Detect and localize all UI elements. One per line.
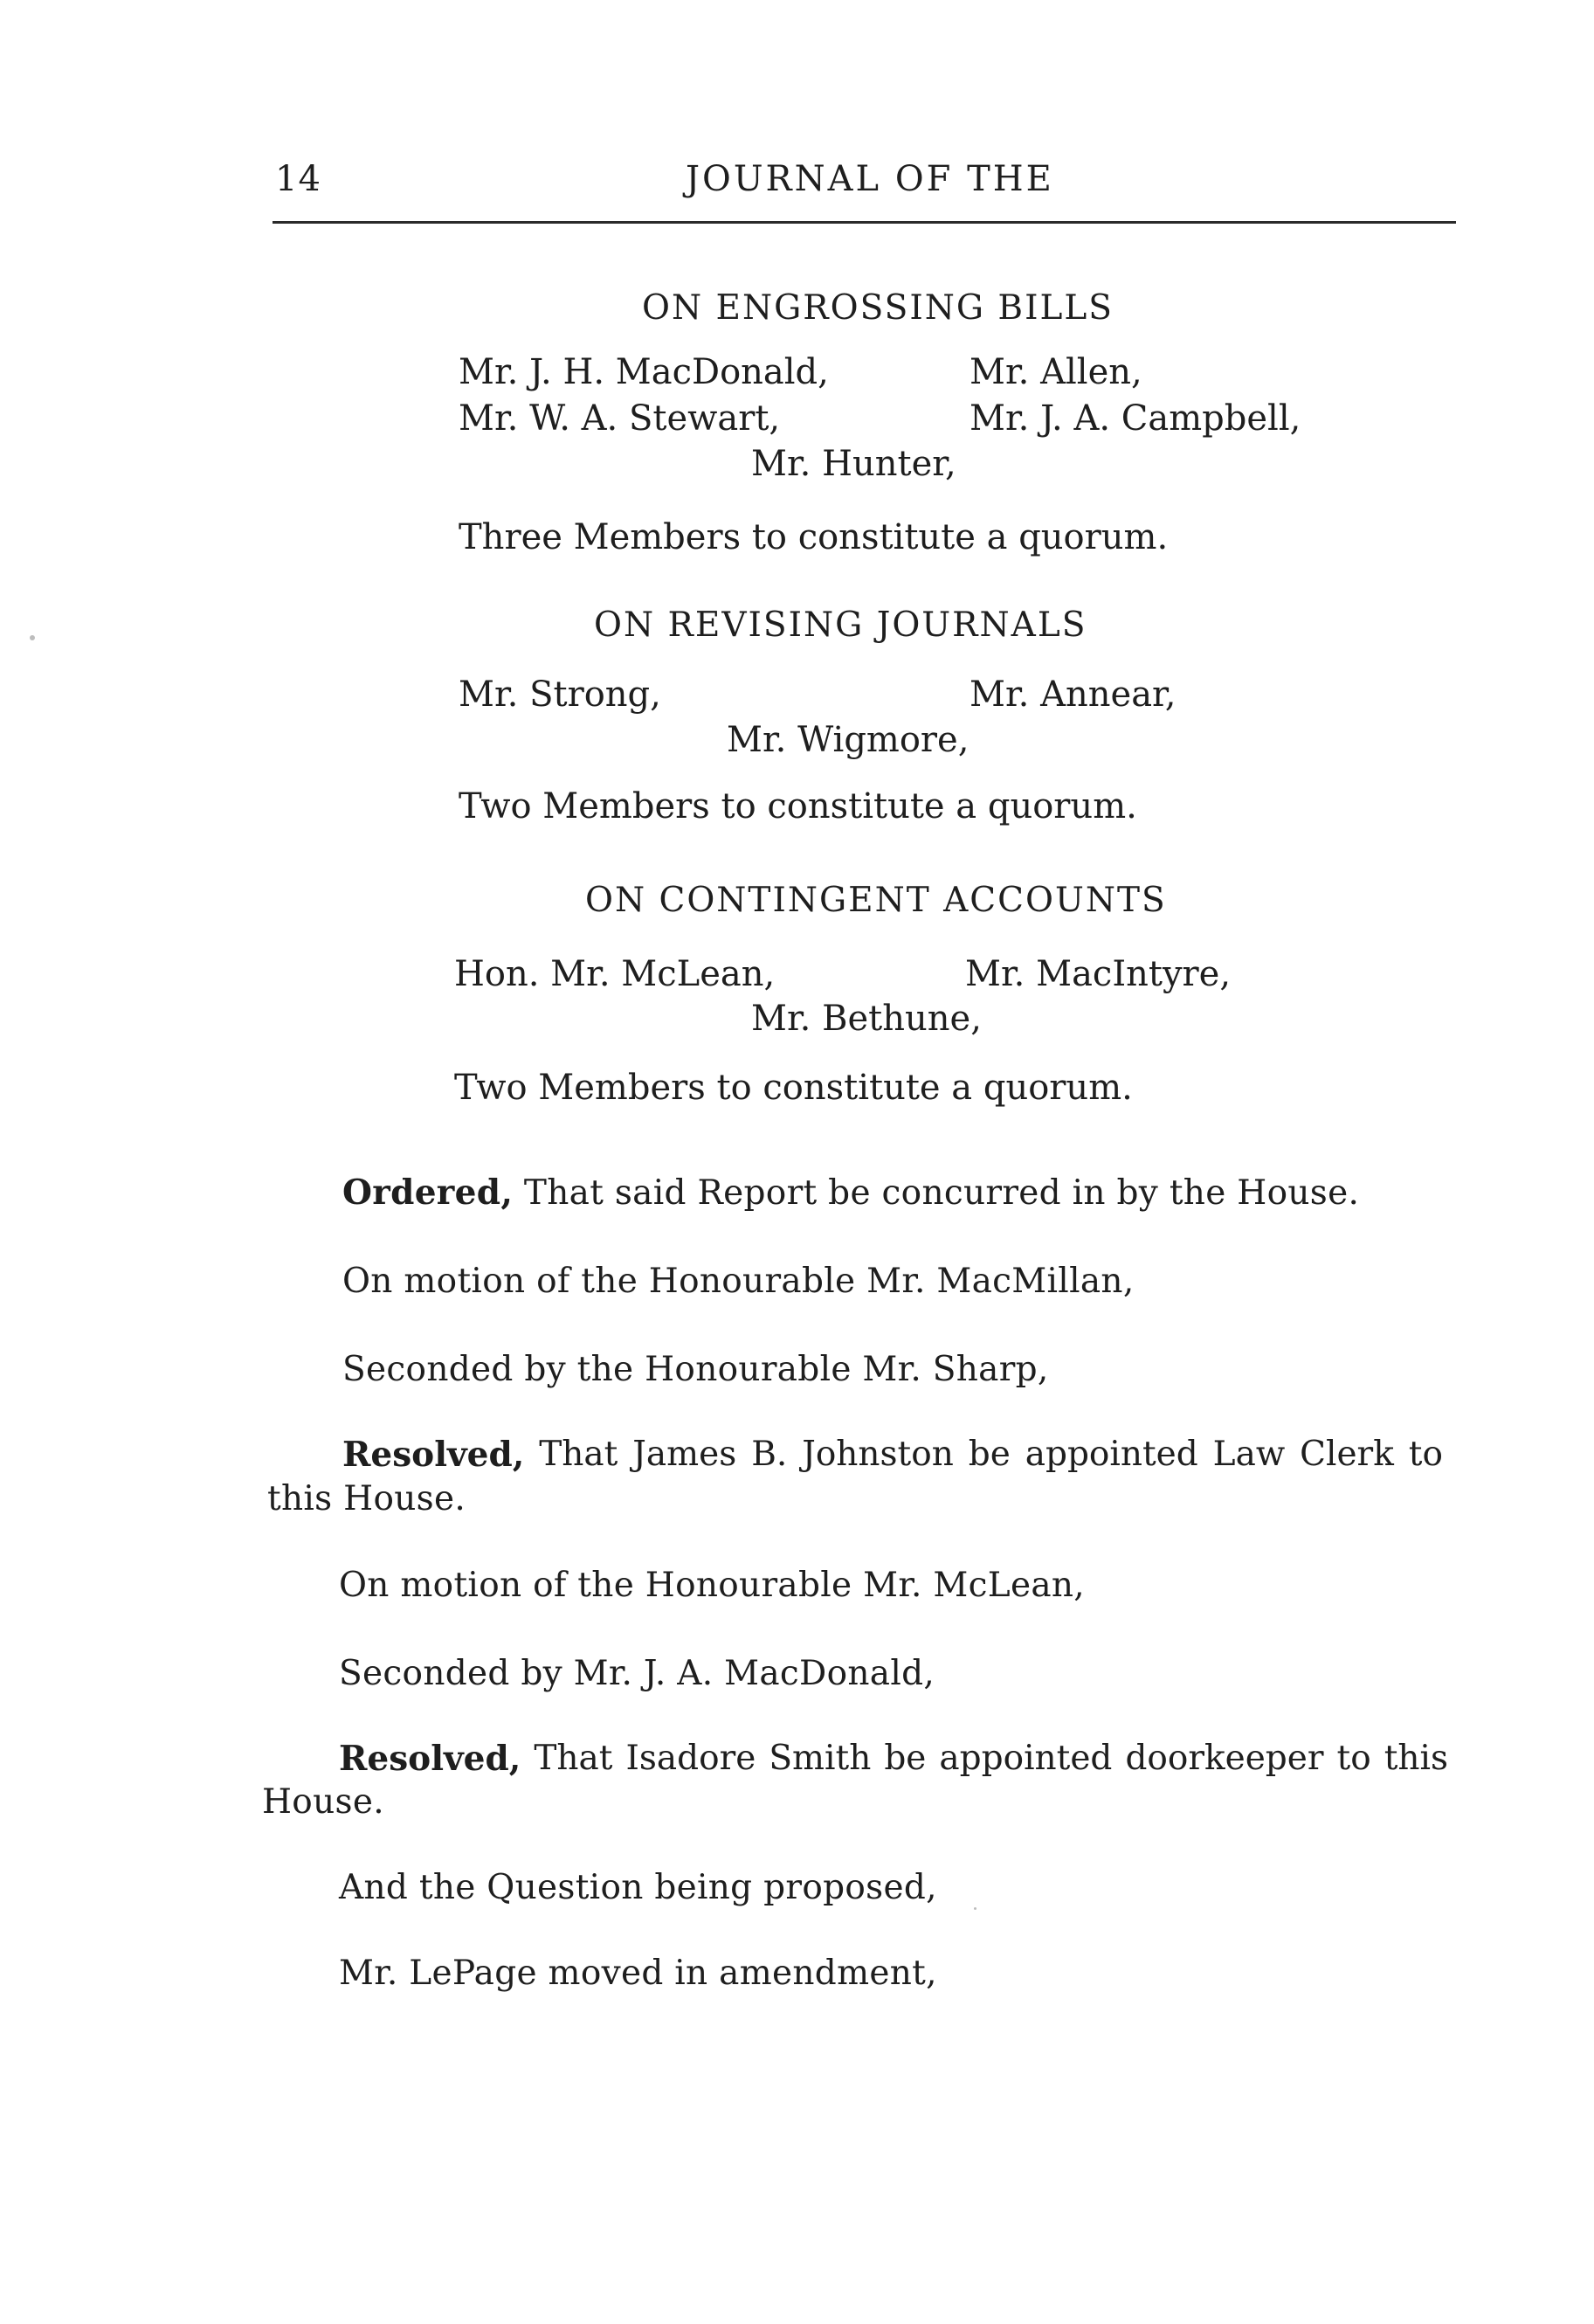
- quorum-note: Two Members to constitute a quorum.: [454, 1068, 1133, 1108]
- motion-line: On motion of the Honourable Mr. McLean,: [339, 1566, 1085, 1605]
- committee-title: ON ENGROSSING BILLS: [642, 288, 1114, 328]
- amendment-line: Mr. LePage moved in amendment,: [339, 1954, 937, 1993]
- seconded-line: Seconded by the Honourable Mr. Sharp,: [342, 1350, 1049, 1389]
- resolved-paragraph-line-1: [342, 1435, 1443, 1475]
- member-name: Mr. J. A. Campbell,: [970, 398, 1301, 439]
- resolved-word: Johnston: [802, 1435, 954, 1474]
- question-line: And the Question being proposed,: [339, 1868, 937, 1907]
- member-name: Mr. W. A. Stewart,: [459, 398, 781, 439]
- resolved-paragraph-line-2: House.: [262, 1782, 384, 1822]
- resolved-word: to: [1336, 1739, 1371, 1778]
- member-name: Mr. Wigmore,: [727, 720, 970, 760]
- page-number: 14: [275, 159, 321, 199]
- resolved-word: Isadore: [625, 1739, 756, 1778]
- scan-speck: [974, 1907, 976, 1910]
- header-rule: [273, 221, 1456, 224]
- resolved-label: Resolved,: [342, 1435, 525, 1475]
- resolved-word: appointed: [1025, 1435, 1198, 1474]
- resolved-paragraph-line-1: [339, 1739, 1448, 1779]
- scan-speck: [30, 635, 35, 640]
- motion-line: On motion of the Honourable Mr. MacMillan,: [342, 1262, 1135, 1301]
- seconded-line: Seconded by Mr. J. A. MacDonald,: [339, 1654, 935, 1693]
- committee-title: ON CONTINGENT ACCOUNTS: [585, 881, 1167, 920]
- quorum-note: Two Members to constitute a quorum.: [459, 786, 1137, 827]
- resolved-label: Resolved,: [339, 1739, 521, 1779]
- ordered-label: Ordered,: [342, 1172, 514, 1213]
- resolved-word: this: [1384, 1739, 1448, 1778]
- member-name: Mr. Bethune,: [751, 999, 982, 1039]
- resolved-word: James: [632, 1435, 737, 1474]
- resolved-word: Clerk: [1300, 1435, 1394, 1474]
- resolved-word: appointed: [939, 1739, 1113, 1778]
- member-name: Mr. J. H. MacDonald,: [459, 352, 829, 392]
- committee-title: ON REVISING JOURNALS: [594, 605, 1087, 645]
- member-name: Mr. Allen,: [970, 352, 1142, 392]
- resolved-paragraph-line-2: this House.: [267, 1479, 466, 1518]
- quorum-note: Three Members to constitute a quorum.: [459, 517, 1169, 557]
- resolved-word: doorkeeper: [1125, 1739, 1324, 1778]
- resolved-word: to: [1408, 1435, 1443, 1474]
- member-name: Mr. Strong,: [459, 674, 661, 715]
- resolved-word: Smith: [769, 1739, 872, 1778]
- member-name: Hon. Mr. McLean,: [454, 954, 776, 994]
- resolved-word: That: [539, 1435, 618, 1474]
- resolved-word: B.: [751, 1435, 788, 1474]
- ordered-paragraph: [342, 1172, 1359, 1213]
- member-name: Mr. Annear,: [970, 674, 1177, 715]
- running-head: JOURNAL OF THE: [686, 159, 1054, 199]
- resolved-word: be: [968, 1435, 1011, 1474]
- resolved-word: That: [534, 1739, 613, 1778]
- ordered-text: That said Report be concurred in by the House.: [523, 1173, 1360, 1213]
- resolved-word: Law: [1212, 1435, 1286, 1474]
- member-name: Mr. Hunter,: [751, 444, 956, 484]
- resolved-word: be: [884, 1739, 927, 1778]
- member-name: Mr. MacIntyre,: [965, 954, 1232, 994]
